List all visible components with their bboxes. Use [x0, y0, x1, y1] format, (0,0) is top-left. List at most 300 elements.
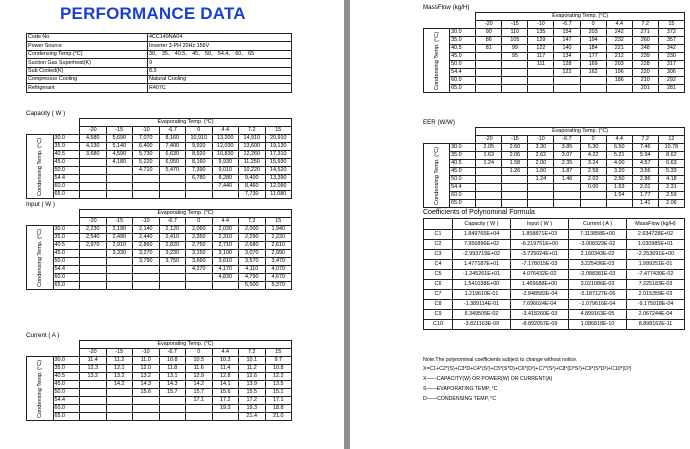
table-row	[27, 373, 292, 381]
coef-value: -2.253691E+00	[627, 250, 685, 260]
table-cell: 4,110	[239, 266, 266, 274]
table-row	[424, 77, 685, 85]
spec-row	[27, 75, 292, 83]
table-cell	[133, 191, 160, 199]
evap-temp: 15	[265, 218, 292, 226]
coef-name: C4	[424, 260, 453, 270]
corner-cell	[424, 13, 476, 21]
evap-temp: 4.4	[212, 127, 239, 135]
table-row	[424, 168, 685, 176]
table-cell: 317	[658, 61, 684, 69]
cond-temp: 35.0	[53, 234, 80, 242]
table-cell: 19,130	[265, 143, 292, 151]
table-row	[27, 167, 292, 175]
table-cell	[554, 192, 580, 200]
table-cell: 11.4	[212, 365, 239, 373]
table-cell: 194	[580, 37, 606, 45]
table-cell	[133, 175, 160, 183]
coef-value: -2.993719E+02	[453, 250, 511, 260]
table-cell	[502, 61, 528, 69]
table-cell	[502, 192, 528, 200]
table-cell: 15.6	[133, 389, 160, 397]
table-cell: 14,910	[239, 135, 266, 143]
coef-value: 7.696024E-04	[511, 300, 569, 310]
capacity-table	[26, 118, 292, 199]
table-cell	[106, 258, 133, 266]
table-row	[424, 29, 685, 37]
coef-value: -2.088381E-03	[569, 270, 627, 280]
cond-temp: 54.4	[53, 175, 80, 183]
spec-row	[27, 42, 292, 50]
cond-temp: 65.0	[53, 282, 80, 290]
table-cell: 11.2	[239, 365, 266, 373]
cond-temp: 35.0	[450, 37, 476, 45]
cond-temp: 50.0	[53, 389, 80, 397]
table-cell: 122	[554, 69, 580, 77]
table-cell: 21.4	[239, 413, 266, 421]
table-cell	[133, 405, 160, 413]
coef-value: 1.858871E+03	[511, 230, 569, 240]
table-row	[27, 226, 292, 234]
spec-row	[27, 50, 292, 58]
table-row	[27, 405, 292, 413]
cond-temp: 45.0	[53, 381, 80, 389]
table-cell: 4,710	[133, 167, 160, 175]
table-cell	[133, 274, 160, 282]
table-row	[424, 85, 685, 93]
table-cell: 2,610	[265, 242, 292, 250]
table-cell: 105	[502, 37, 528, 45]
evap-values-row	[27, 218, 292, 226]
table-cell: 4,670	[265, 274, 292, 282]
table-cell: 3,660	[186, 258, 213, 266]
cond-temp: 45.0	[450, 168, 476, 176]
coef-value: 7.225183E-03	[627, 280, 685, 290]
evap-temp: -10	[133, 127, 160, 135]
table-cell: 2.06	[658, 200, 684, 208]
table-cell: 3,610	[212, 258, 239, 266]
coef-value: 7.956896E+02	[453, 240, 511, 250]
table-cell	[106, 282, 133, 290]
cond-temp: 35.0	[53, 143, 80, 151]
table-cell: 13.1	[159, 373, 186, 381]
table-cell: 12.9	[186, 373, 213, 381]
cond-temp: 65.0	[450, 85, 476, 93]
table-cell: 140	[554, 45, 580, 53]
spec-table	[26, 33, 292, 93]
table-cell	[606, 200, 632, 208]
table-cell	[80, 258, 107, 266]
coef-header: Capacity ( W )	[453, 219, 511, 230]
table-cell: 12,030	[212, 143, 239, 151]
table-cell: 19.3	[239, 405, 266, 413]
corner-cell	[424, 136, 476, 144]
table-cell	[476, 192, 502, 200]
table-row	[424, 144, 685, 152]
evap-temp: -10	[133, 218, 160, 226]
spec-key: Compressor Cooling	[27, 75, 148, 83]
table-cell: 81	[476, 45, 502, 53]
coef-name: C8	[424, 300, 453, 310]
table-cell	[580, 77, 606, 85]
table-cell	[186, 274, 213, 282]
table-cell	[476, 176, 502, 184]
coef-value: 1.030985E+01	[627, 240, 685, 250]
table-cell: 3,100	[212, 250, 239, 258]
table-cell	[80, 167, 107, 175]
evap-temp: -20	[80, 349, 107, 357]
spec-row	[27, 59, 292, 67]
table-cell: 5,500	[239, 282, 266, 290]
table-cell: 14.2	[186, 381, 213, 389]
corner-cell	[27, 127, 80, 135]
table-cell	[133, 397, 160, 405]
table-cell: 210	[632, 77, 658, 85]
table-cell: 7,440	[212, 183, 239, 191]
coef-header: MassFlow (kg/H)	[627, 219, 685, 230]
table-cell: 2,990	[265, 250, 292, 258]
table-cell	[212, 191, 239, 199]
table-cell	[476, 85, 502, 93]
table-cell: 2.05	[476, 144, 502, 152]
table-cell: 5,690	[106, 135, 133, 143]
coef-row	[424, 250, 685, 260]
spec-value: Inverter 3-PH 20Hz 156V	[148, 42, 292, 50]
table-row	[27, 282, 292, 290]
table-cell	[159, 183, 186, 191]
coef-value: -5.187127E-06	[569, 290, 627, 300]
table-cell: 11.0	[133, 357, 160, 365]
table-cell	[212, 413, 239, 421]
table-cell: 3.20	[606, 168, 632, 176]
evap-temp-label: Evaporating Temp. (°C)	[80, 341, 292, 349]
table-cell: 11.2	[106, 357, 133, 365]
table-cell: 12,090	[265, 183, 292, 191]
coef-name: C3	[424, 250, 453, 260]
table-cell: 2,440	[133, 234, 160, 242]
table-cell: 14.3	[159, 381, 186, 389]
table-cell: 11.6	[186, 365, 213, 373]
coef-header-row	[424, 219, 685, 230]
table-cell: 11,250	[239, 159, 266, 167]
table-cell: 154	[554, 29, 580, 37]
table-cell: 19.3	[212, 405, 239, 413]
table-cell	[186, 191, 213, 199]
coef-value: -7.178015E-03	[511, 260, 569, 270]
cond-temp: 50.0	[450, 176, 476, 184]
table-row	[424, 69, 685, 77]
table-cell: 1.77	[632, 192, 658, 200]
table-cell	[106, 389, 133, 397]
table-cell: 2,710	[212, 242, 239, 250]
evap-temp: 12	[658, 136, 684, 144]
table-cell: 10,910	[186, 135, 213, 143]
table-row	[424, 53, 685, 61]
cond-temp: 60.0	[450, 77, 476, 85]
coef-value: 2.067244E-04	[627, 310, 685, 320]
table-cell	[580, 85, 606, 93]
table-cell	[554, 77, 580, 85]
evap-header-row	[27, 341, 292, 349]
table-cell: 4,270	[186, 266, 213, 274]
spec-key: Code No.	[27, 34, 148, 42]
table-cell	[476, 69, 502, 77]
table-cell: 1.41	[632, 200, 658, 208]
cond-temp: 35.0	[53, 365, 80, 373]
coef-value: 2.634728E+02	[627, 230, 685, 240]
evap-temp: -6.7	[554, 21, 580, 29]
table-row	[27, 389, 292, 397]
table-cell: 6,400	[133, 143, 160, 151]
right-page	[350, 0, 690, 449]
table-cell: 5,470	[159, 167, 186, 175]
table-cell	[106, 191, 133, 199]
table-cell: 3,330	[106, 250, 133, 258]
evap-temp: -10	[528, 136, 554, 144]
table-cell: 2.35	[554, 160, 580, 168]
coef-value: -8.892057E-09	[511, 320, 569, 330]
table-cell: 2,910	[106, 242, 133, 250]
input-table	[26, 209, 292, 290]
table-cell	[80, 405, 107, 413]
table-cell: 111	[528, 61, 554, 69]
table-cell	[80, 282, 107, 290]
table-row	[27, 183, 292, 191]
table-cell: 95	[502, 53, 528, 61]
table-cell: 14.3	[133, 381, 160, 389]
table-cell: 4.22	[580, 152, 606, 160]
coef-value: 3.021086E-03	[569, 280, 627, 290]
table-row	[424, 152, 685, 160]
table-cell	[554, 200, 580, 208]
table-cell: 134	[554, 53, 580, 61]
coef-value: -3.821163E-09	[453, 320, 511, 330]
corner-cell	[27, 218, 80, 226]
table-cell: 4,580	[80, 135, 107, 143]
evap-temp: 0	[580, 136, 606, 144]
table-cell: 2,820	[159, 242, 186, 250]
table-cell: 372	[658, 29, 684, 37]
coef-value: -9.175018E-04	[627, 300, 685, 310]
table-cell: 2.59	[658, 192, 684, 200]
coef-header: Current ( A )	[569, 219, 627, 230]
table-cell	[133, 413, 160, 421]
table-row	[27, 258, 292, 266]
evap-temp: -10	[528, 21, 554, 29]
table-cell: 9,010	[212, 167, 239, 175]
table-cell	[133, 183, 160, 191]
spec-value: 30、 35、 40.5、 45、 50、 54.4、 60、 65	[148, 50, 292, 58]
table-cell	[106, 167, 133, 175]
table-cell: 2,540	[80, 234, 107, 242]
coef-value: 2.160343E-02	[569, 250, 627, 260]
table-cell	[186, 282, 213, 290]
table-cell: 13,200	[212, 135, 239, 143]
table-cell	[502, 85, 528, 93]
table-cell	[502, 176, 528, 184]
table-cell: 4.18	[658, 176, 684, 184]
coef-value: -3.418260E-03	[511, 310, 569, 320]
cond-temp: 65.0	[53, 191, 80, 199]
table-cell: 17.1	[186, 397, 213, 405]
table-cell: 15.1	[265, 389, 292, 397]
table-cell: 232	[606, 37, 632, 45]
spec-key: Power Source	[27, 42, 148, 50]
table-cell: 2,680	[239, 242, 266, 250]
evap-temp: -15	[106, 218, 133, 226]
table-cell: 2.62	[528, 152, 554, 160]
table-row	[27, 274, 292, 282]
coef-name: C5	[424, 270, 453, 280]
coef-header	[424, 219, 453, 230]
page-title: PERFORMANCE DATA	[60, 4, 246, 23]
table-cell: 10,830	[212, 151, 239, 159]
table-cell: 5.33	[658, 168, 684, 176]
table-cell: 2.00	[528, 160, 554, 168]
table-cell	[476, 77, 502, 85]
coef-name: C1	[424, 230, 453, 240]
table-cell: 2.86	[632, 176, 658, 184]
evap-temp-label: Evaporating Temp. (°C)	[80, 119, 292, 127]
table-cell: 4,180	[106, 159, 133, 167]
table-cell: 1.63	[606, 184, 632, 192]
table-cell	[80, 389, 107, 397]
cond-temp: 30.0	[53, 226, 80, 234]
table-cell: 9.7	[265, 357, 292, 365]
table-cell: 2.01	[632, 184, 658, 192]
massflow-table-title: MassFlow (kg/H)	[423, 4, 470, 11]
table-cell	[186, 183, 213, 191]
cond-temp: 40.5	[53, 151, 80, 159]
table-cell: 203	[606, 61, 632, 69]
table-cell: 15.5	[239, 389, 266, 397]
table-cell: 3,070	[239, 250, 266, 258]
table-cell: 342	[658, 45, 684, 53]
table-cell	[80, 397, 107, 405]
cond-temp: 30.0	[450, 29, 476, 37]
condensing-temp-label: Condensing Temp. (°C)	[424, 29, 450, 93]
cond-temp: 35.0	[450, 152, 476, 160]
table-cell: 8,280	[212, 175, 239, 183]
table-cell: 17.2	[212, 397, 239, 405]
table-cell: 13,600	[239, 143, 266, 151]
table-cell: 86	[476, 37, 502, 45]
table-row	[27, 381, 292, 389]
coef-value: 4.076432E-02	[511, 270, 569, 280]
coef-value: 2.015359E-03	[627, 290, 685, 300]
left-page	[0, 0, 344, 449]
table-cell: 20,910	[265, 135, 292, 143]
evap-temp: -10	[133, 349, 160, 357]
spec-key: Suction Gas Superheat(K)	[27, 59, 148, 67]
corner-cell	[27, 349, 80, 357]
spec-key: Condensing Temp.(°C)	[27, 50, 148, 58]
table-cell: 186	[606, 77, 632, 85]
cond-temp: 50.0	[450, 61, 476, 69]
evap-temp-label: Evaporating Temp. (°C)	[476, 13, 685, 21]
table-cell: 1.46	[554, 176, 580, 184]
evap-temp: -15	[106, 349, 133, 357]
evap-temp: 4.4	[606, 21, 632, 29]
table-cell	[80, 159, 107, 167]
table-cell	[159, 191, 186, 199]
table-cell: 4,790	[239, 274, 266, 282]
coef-value: 1.849765E+04	[453, 230, 511, 240]
table-cell: 17,310	[265, 151, 292, 159]
table-cell: 7,390	[186, 167, 213, 175]
table-cell	[476, 61, 502, 69]
table-cell: 4.57	[632, 160, 658, 168]
table-cell	[80, 191, 107, 199]
cond-temp: 40.5	[450, 160, 476, 168]
table-cell: 2,290	[239, 234, 266, 242]
table-cell: 11.8	[159, 365, 186, 373]
table-cell: 4,170	[212, 266, 239, 274]
table-cell	[159, 266, 186, 274]
table-cell: 5,220	[133, 159, 160, 167]
spec-value: 8.3	[148, 67, 292, 75]
table-cell: 12,260	[239, 151, 266, 159]
table-cell: 10.8	[159, 357, 186, 365]
table-cell: 248	[632, 45, 658, 53]
coef-row	[424, 300, 685, 310]
evap-temp: 15	[265, 127, 292, 135]
table-cell: 6,630	[159, 151, 186, 159]
table-cell: 2,120	[159, 226, 186, 234]
evap-header-row	[424, 13, 685, 21]
table-cell: 1.58	[502, 160, 528, 168]
table-cell	[476, 184, 502, 192]
table-cell: 221	[606, 45, 632, 53]
table-cell: 239	[632, 53, 658, 61]
evap-temp: 0	[186, 127, 213, 135]
table-cell: 306	[658, 69, 684, 77]
corner-cell	[27, 341, 80, 349]
table-cell	[528, 184, 554, 192]
table-cell: 5,730	[133, 151, 160, 159]
table-cell: 15.7	[159, 389, 186, 397]
cond-temp: 50.0	[53, 167, 80, 175]
table-cell	[106, 266, 133, 274]
evap-header-row	[27, 210, 292, 218]
table-cell: 8,460	[239, 183, 266, 191]
table-cell	[133, 266, 160, 274]
table-cell	[159, 282, 186, 290]
condensing-temp-label: Condensing Temp. (°C)	[424, 144, 450, 208]
table-cell	[186, 405, 213, 413]
table-row	[27, 266, 292, 274]
table-row	[424, 37, 685, 45]
table-cell: 3,230	[159, 250, 186, 258]
evap-temp: -20	[476, 136, 502, 144]
table-cell: 220	[632, 69, 658, 77]
table-cell: 6,050	[159, 159, 186, 167]
cond-temp: 30.0	[450, 144, 476, 152]
table-cell	[554, 184, 580, 192]
table-cell: 3.85	[554, 144, 580, 152]
table-cell	[80, 175, 107, 183]
table-row	[27, 242, 292, 250]
coef-value: -2.848582E-04	[511, 290, 569, 300]
table-cell: 228	[632, 61, 658, 69]
table-row	[424, 192, 685, 200]
evap-header-row	[27, 119, 292, 127]
table-cell: 8,160	[159, 135, 186, 143]
table-cell: 3,680	[80, 151, 107, 159]
table-cell: 4,070	[265, 266, 292, 274]
table-cell: 5.21	[606, 152, 632, 160]
table-cell: 128	[554, 61, 580, 69]
